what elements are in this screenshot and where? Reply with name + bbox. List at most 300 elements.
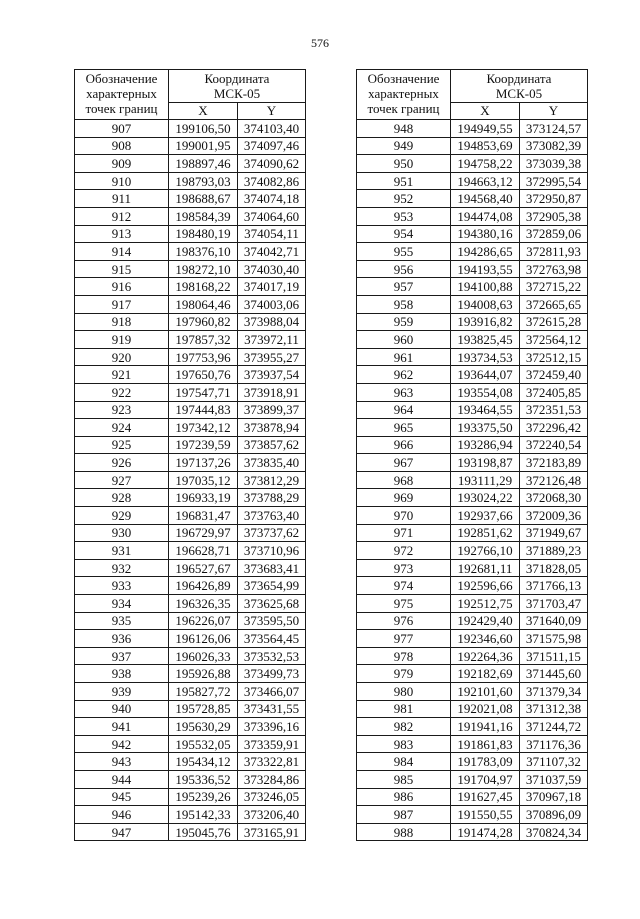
table-body-left (75, 120, 306, 841)
x-coordinate-cell: 191474,28 (451, 823, 520, 841)
x-coordinate-cell: 199106,50 (169, 120, 238, 138)
column-header-x: X (169, 103, 238, 120)
column-header-line: характерных (368, 86, 439, 101)
column-header-line: точек границ (367, 101, 440, 116)
table-row (75, 278, 306, 296)
y-coordinate-cell: 373710,96 (238, 542, 306, 560)
page-number: 576 (311, 36, 329, 50)
point-number-cell: 981 (357, 700, 451, 718)
coordinate-header-line: Координата (204, 71, 270, 86)
x-coordinate-cell: 191627,45 (451, 788, 520, 806)
point-number-cell: 968 (357, 471, 451, 489)
point-number-cell: 918 (75, 313, 169, 331)
y-coordinate-cell: 373499,73 (238, 665, 306, 683)
table-row (75, 120, 306, 138)
x-coordinate-cell: 191941,16 (451, 718, 520, 736)
y-coordinate-cell: 372405,85 (520, 383, 588, 401)
table-row (357, 331, 588, 349)
y-coordinate-cell: 373835,40 (238, 454, 306, 472)
x-coordinate-cell: 194758,22 (451, 155, 520, 173)
point-number-cell: 950 (357, 155, 451, 173)
column-header-line: точек границ (85, 101, 158, 116)
x-coordinate-cell: 194286,65 (451, 243, 520, 261)
x-coordinate-cell: 195434,12 (169, 753, 238, 771)
y-coordinate-cell: 371828,05 (520, 559, 588, 577)
point-number-cell: 941 (75, 718, 169, 736)
x-coordinate-cell: 194008,63 (451, 295, 520, 313)
y-coordinate-cell: 371244,72 (520, 718, 588, 736)
x-coordinate-cell: 196527,67 (169, 559, 238, 577)
point-number-cell: 938 (75, 665, 169, 683)
y-coordinate-cell: 374097,46 (238, 137, 306, 155)
table-row (75, 401, 306, 419)
table-row (75, 700, 306, 718)
y-coordinate-cell: 372296,42 (520, 419, 588, 437)
table-row (357, 595, 588, 613)
table-row (357, 172, 588, 190)
x-coordinate-cell: 197137,26 (169, 454, 238, 472)
point-number-cell: 948 (357, 120, 451, 138)
point-number-cell: 913 (75, 225, 169, 243)
table-row (357, 225, 588, 243)
x-coordinate-cell: 197547,71 (169, 383, 238, 401)
y-coordinate-cell: 373857,62 (238, 436, 306, 454)
y-coordinate-cell: 370967,18 (520, 788, 588, 806)
y-coordinate-cell: 372950,87 (520, 190, 588, 208)
table-row (357, 295, 588, 313)
table-row (357, 788, 588, 806)
point-number-cell: 934 (75, 595, 169, 613)
y-coordinate-cell: 372351,53 (520, 401, 588, 419)
y-coordinate-cell: 373918,91 (238, 383, 306, 401)
point-number-cell: 911 (75, 190, 169, 208)
point-number-cell: 936 (75, 630, 169, 648)
point-number-cell: 908 (75, 137, 169, 155)
point-number-cell: 917 (75, 295, 169, 313)
table-row (357, 630, 588, 648)
table-row (75, 207, 306, 225)
x-coordinate-cell: 197035,12 (169, 471, 238, 489)
point-number-cell: 965 (357, 419, 451, 437)
point-number-cell: 958 (357, 295, 451, 313)
table-row (75, 507, 306, 525)
x-coordinate-cell: 195142,33 (169, 806, 238, 824)
column-header-y: Y (238, 103, 306, 120)
y-coordinate-cell: 373737,62 (238, 524, 306, 542)
x-coordinate-cell: 193554,08 (451, 383, 520, 401)
x-coordinate-cell: 196126,06 (169, 630, 238, 648)
y-coordinate-cell: 373595,50 (238, 612, 306, 630)
table-row (357, 436, 588, 454)
table-row (75, 524, 306, 542)
table-row (357, 243, 588, 261)
y-coordinate-cell: 373955,27 (238, 348, 306, 366)
table-row (357, 348, 588, 366)
y-coordinate-cell: 371640,09 (520, 612, 588, 630)
point-number-cell: 960 (357, 331, 451, 349)
table-row (75, 647, 306, 665)
y-coordinate-cell: 372715,22 (520, 278, 588, 296)
x-coordinate-cell: 191704,97 (451, 770, 520, 788)
x-coordinate-cell: 192021,08 (451, 700, 520, 718)
point-number-cell: 910 (75, 172, 169, 190)
point-number-cell: 949 (357, 137, 451, 155)
table-row (357, 313, 588, 331)
table-row (75, 735, 306, 753)
table-row (75, 172, 306, 190)
x-coordinate-cell: 197239,59 (169, 436, 238, 454)
y-coordinate-cell: 373246,05 (238, 788, 306, 806)
x-coordinate-cell: 198793,03 (169, 172, 238, 190)
point-number-cell: 929 (75, 507, 169, 525)
table-row (357, 419, 588, 437)
y-coordinate-cell: 373812,29 (238, 471, 306, 489)
y-coordinate-cell: 371312,38 (520, 700, 588, 718)
column-header-line: Обозначение (367, 71, 440, 86)
point-number-cell: 983 (357, 735, 451, 753)
table-row (357, 577, 588, 595)
x-coordinate-cell: 197857,32 (169, 331, 238, 349)
y-coordinate-cell: 373431,55 (238, 700, 306, 718)
y-coordinate-cell: 371889,23 (520, 542, 588, 560)
y-coordinate-cell: 372995,54 (520, 172, 588, 190)
point-number-cell: 909 (75, 155, 169, 173)
x-coordinate-cell: 197342,12 (169, 419, 238, 437)
x-coordinate-cell: 193464,55 (451, 401, 520, 419)
table-row (75, 770, 306, 788)
y-coordinate-cell: 372859,06 (520, 225, 588, 243)
x-coordinate-cell: 192429,40 (451, 612, 520, 630)
table-row (357, 507, 588, 525)
table-row (75, 331, 306, 349)
x-coordinate-cell: 197960,82 (169, 313, 238, 331)
point-number-cell: 930 (75, 524, 169, 542)
x-coordinate-cell: 195926,88 (169, 665, 238, 683)
point-number-cell: 920 (75, 348, 169, 366)
y-coordinate-cell: 374074,18 (238, 190, 306, 208)
table-row (357, 190, 588, 208)
x-coordinate-cell: 198897,46 (169, 155, 238, 173)
x-coordinate-cell: 196326,35 (169, 595, 238, 613)
table-row (357, 471, 588, 489)
point-number-cell: 962 (357, 366, 451, 384)
point-number-cell: 955 (357, 243, 451, 261)
coordinate-header-line: МСК-05 (213, 86, 261, 101)
column-header-coordinate (451, 70, 588, 103)
x-coordinate-cell: 198584,39 (169, 207, 238, 225)
point-number-cell: 963 (357, 383, 451, 401)
y-coordinate-cell: 372665,65 (520, 295, 588, 313)
y-coordinate-cell: 372009,36 (520, 507, 588, 525)
x-coordinate-cell: 191783,09 (451, 753, 520, 771)
x-coordinate-cell: 195239,26 (169, 788, 238, 806)
y-coordinate-cell: 373788,29 (238, 489, 306, 507)
point-number-cell: 921 (75, 366, 169, 384)
table-row (357, 155, 588, 173)
table-row (75, 753, 306, 771)
table-row (75, 454, 306, 472)
y-coordinate-cell: 373396,16 (238, 718, 306, 736)
table-row (75, 665, 306, 683)
x-coordinate-cell: 194100,88 (451, 278, 520, 296)
column-header-line: характерных (86, 86, 157, 101)
x-coordinate-cell: 192937,66 (451, 507, 520, 525)
x-coordinate-cell: 191550,55 (451, 806, 520, 824)
x-coordinate-cell: 194663,12 (451, 172, 520, 190)
table-row (357, 823, 588, 841)
x-coordinate-cell: 191861,83 (451, 735, 520, 753)
column-header-boundary-points (357, 70, 451, 120)
y-coordinate-cell: 372615,28 (520, 313, 588, 331)
point-number-cell: 974 (357, 577, 451, 595)
table-row (357, 735, 588, 753)
y-coordinate-cell: 374082,86 (238, 172, 306, 190)
x-coordinate-cell: 196426,89 (169, 577, 238, 595)
y-coordinate-cell: 371949,67 (520, 524, 588, 542)
point-number-cell: 961 (357, 348, 451, 366)
table-row (75, 419, 306, 437)
table-row (75, 436, 306, 454)
x-coordinate-cell: 192596,66 (451, 577, 520, 595)
y-coordinate-cell: 372068,30 (520, 489, 588, 507)
point-number-cell: 919 (75, 331, 169, 349)
x-coordinate-cell: 193198,87 (451, 454, 520, 472)
point-number-cell: 942 (75, 735, 169, 753)
x-coordinate-cell: 196729,97 (169, 524, 238, 542)
y-coordinate-cell: 373124,57 (520, 120, 588, 138)
point-number-cell: 924 (75, 419, 169, 437)
table-row (357, 454, 588, 472)
point-number-cell: 957 (357, 278, 451, 296)
y-coordinate-cell: 373988,04 (238, 313, 306, 331)
point-number-cell: 946 (75, 806, 169, 824)
table-row (357, 753, 588, 771)
x-coordinate-cell: 198688,67 (169, 190, 238, 208)
table-row (75, 366, 306, 384)
x-coordinate-cell: 196628,71 (169, 542, 238, 560)
point-number-cell: 986 (357, 788, 451, 806)
x-coordinate-cell: 194568,40 (451, 190, 520, 208)
x-coordinate-cell: 192264,36 (451, 647, 520, 665)
x-coordinate-cell: 197753,96 (169, 348, 238, 366)
x-coordinate-cell: 198376,10 (169, 243, 238, 261)
y-coordinate-cell: 372811,93 (520, 243, 588, 261)
table-row (75, 190, 306, 208)
x-coordinate-cell: 197444,83 (169, 401, 238, 419)
x-coordinate-cell: 193916,82 (451, 313, 520, 331)
table-row (75, 612, 306, 630)
y-coordinate-cell: 373878,94 (238, 419, 306, 437)
x-coordinate-cell: 196831,47 (169, 507, 238, 525)
table-body-right (357, 120, 588, 841)
point-number-cell: 943 (75, 753, 169, 771)
y-coordinate-cell: 370896,09 (520, 806, 588, 824)
y-coordinate-cell: 373899,37 (238, 401, 306, 419)
point-number-cell: 925 (75, 436, 169, 454)
point-number-cell: 944 (75, 770, 169, 788)
x-coordinate-cell: 192681,11 (451, 559, 520, 577)
point-number-cell: 912 (75, 207, 169, 225)
coordinate-header-line: МСК-05 (495, 86, 543, 101)
table-row (357, 383, 588, 401)
x-coordinate-cell: 192346,60 (451, 630, 520, 648)
x-coordinate-cell: 196226,07 (169, 612, 238, 630)
y-coordinate-cell: 372459,40 (520, 366, 588, 384)
table-row (75, 489, 306, 507)
x-coordinate-cell: 199001,95 (169, 137, 238, 155)
table-row (357, 524, 588, 542)
point-number-cell: 923 (75, 401, 169, 419)
column-header-coordinate (169, 70, 306, 103)
y-coordinate-cell: 373972,11 (238, 331, 306, 349)
column-header-boundary-points (75, 70, 169, 120)
point-number-cell: 985 (357, 770, 451, 788)
table-row (75, 243, 306, 261)
table-row (75, 595, 306, 613)
x-coordinate-cell: 198168,22 (169, 278, 238, 296)
x-coordinate-cell: 195045,76 (169, 823, 238, 841)
coordinates-table-right (356, 69, 588, 841)
table-row (357, 120, 588, 138)
x-coordinate-cell: 193644,07 (451, 366, 520, 384)
table-row (75, 542, 306, 560)
x-coordinate-cell: 193375,50 (451, 419, 520, 437)
y-coordinate-cell: 372240,54 (520, 436, 588, 454)
table-row (357, 612, 588, 630)
y-coordinate-cell: 374090,62 (238, 155, 306, 173)
point-number-cell: 970 (357, 507, 451, 525)
y-coordinate-cell: 373165,91 (238, 823, 306, 841)
y-coordinate-cell: 370824,34 (520, 823, 588, 841)
point-number-cell: 935 (75, 612, 169, 630)
x-coordinate-cell: 196933,19 (169, 489, 238, 507)
point-number-cell: 947 (75, 823, 169, 841)
point-number-cell: 907 (75, 120, 169, 138)
y-coordinate-cell: 374064,60 (238, 207, 306, 225)
table-row (75, 471, 306, 489)
x-coordinate-cell: 195827,72 (169, 683, 238, 701)
point-number-cell: 988 (357, 823, 451, 841)
y-coordinate-cell: 373564,45 (238, 630, 306, 648)
x-coordinate-cell: 193111,29 (451, 471, 520, 489)
table-row (357, 137, 588, 155)
y-coordinate-cell: 373082,39 (520, 137, 588, 155)
y-coordinate-cell: 372763,98 (520, 260, 588, 278)
table-row (75, 260, 306, 278)
point-number-cell: 945 (75, 788, 169, 806)
x-coordinate-cell: 195630,29 (169, 718, 238, 736)
point-number-cell: 987 (357, 806, 451, 824)
y-coordinate-cell: 373284,86 (238, 770, 306, 788)
point-number-cell: 953 (357, 207, 451, 225)
point-number-cell: 976 (357, 612, 451, 630)
point-number-cell: 928 (75, 489, 169, 507)
y-coordinate-cell: 371037,59 (520, 770, 588, 788)
point-number-cell: 979 (357, 665, 451, 683)
x-coordinate-cell: 192182,69 (451, 665, 520, 683)
point-number-cell: 931 (75, 542, 169, 560)
y-coordinate-cell: 373654,99 (238, 577, 306, 595)
x-coordinate-cell: 195728,85 (169, 700, 238, 718)
table-row (357, 260, 588, 278)
y-coordinate-cell: 373763,40 (238, 507, 306, 525)
y-coordinate-cell: 372512,15 (520, 348, 588, 366)
table-row (75, 577, 306, 595)
x-coordinate-cell: 195532,05 (169, 735, 238, 753)
table-row (75, 788, 306, 806)
point-number-cell: 969 (357, 489, 451, 507)
x-coordinate-cell: 192851,62 (451, 524, 520, 542)
y-coordinate-cell: 374017,19 (238, 278, 306, 296)
x-coordinate-cell: 198480,19 (169, 225, 238, 243)
y-coordinate-cell: 371379,34 (520, 683, 588, 701)
y-coordinate-cell: 371703,47 (520, 595, 588, 613)
y-coordinate-cell: 374054,11 (238, 225, 306, 243)
point-number-cell: 972 (357, 542, 451, 560)
y-coordinate-cell: 374103,40 (238, 120, 306, 138)
point-number-cell: 980 (357, 683, 451, 701)
point-number-cell: 982 (357, 718, 451, 736)
point-number-cell: 973 (357, 559, 451, 577)
x-coordinate-cell: 194474,08 (451, 207, 520, 225)
point-number-cell: 977 (357, 630, 451, 648)
point-number-cell: 940 (75, 700, 169, 718)
point-number-cell: 933 (75, 577, 169, 595)
table-row (357, 542, 588, 560)
y-coordinate-cell: 373532,53 (238, 647, 306, 665)
y-coordinate-cell: 371445,60 (520, 665, 588, 683)
table-row (357, 683, 588, 701)
point-number-cell: 939 (75, 683, 169, 701)
x-coordinate-cell: 198064,46 (169, 295, 238, 313)
y-coordinate-cell: 374003,06 (238, 295, 306, 313)
point-number-cell: 914 (75, 243, 169, 261)
column-header-line: Обозначение (85, 71, 158, 86)
y-coordinate-cell: 372564,12 (520, 331, 588, 349)
y-coordinate-cell: 371766,13 (520, 577, 588, 595)
table-row (75, 137, 306, 155)
y-coordinate-cell: 373625,68 (238, 595, 306, 613)
point-number-cell: 984 (357, 753, 451, 771)
table-row (75, 823, 306, 841)
x-coordinate-cell: 193024,22 (451, 489, 520, 507)
table-row (357, 770, 588, 788)
table-row (75, 683, 306, 701)
y-coordinate-cell: 371176,36 (520, 735, 588, 753)
point-number-cell: 952 (357, 190, 451, 208)
table-row (75, 225, 306, 243)
table-row (75, 559, 306, 577)
y-coordinate-cell: 373322,81 (238, 753, 306, 771)
x-coordinate-cell: 194949,55 (451, 120, 520, 138)
table-row (75, 383, 306, 401)
point-number-cell: 932 (75, 559, 169, 577)
y-coordinate-cell: 373206,40 (238, 806, 306, 824)
table-row (75, 295, 306, 313)
table-row (75, 155, 306, 173)
coordinate-header-line: Координата (486, 71, 552, 86)
point-number-cell: 927 (75, 471, 169, 489)
point-number-cell: 954 (357, 225, 451, 243)
point-number-cell: 967 (357, 454, 451, 472)
y-coordinate-cell: 373359,91 (238, 735, 306, 753)
point-number-cell: 937 (75, 647, 169, 665)
table-row (75, 348, 306, 366)
y-coordinate-cell: 371575,98 (520, 630, 588, 648)
y-coordinate-cell: 373937,54 (238, 366, 306, 384)
y-coordinate-cell: 374030,40 (238, 260, 306, 278)
point-number-cell: 922 (75, 383, 169, 401)
